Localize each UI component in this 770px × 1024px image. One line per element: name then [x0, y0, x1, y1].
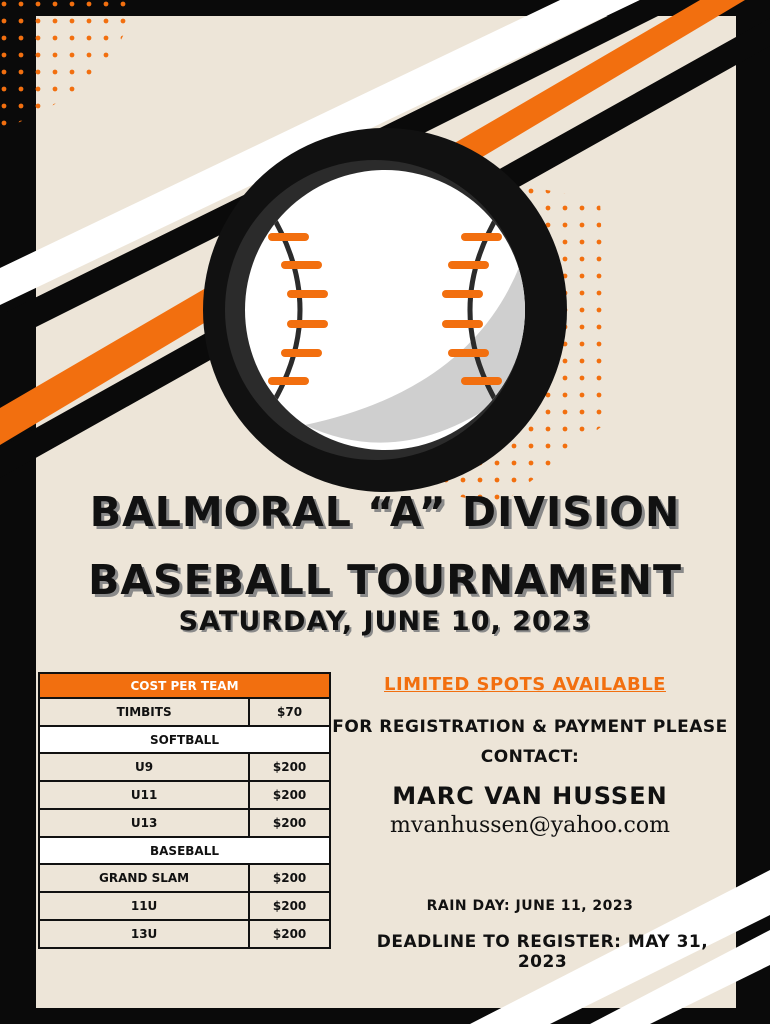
rain-day: RAIN DAY: JUNE 11, 2023 — [426, 898, 634, 914]
table-row-label: GRAND SLAM — [39, 864, 249, 892]
table-row-price: $200 — [249, 892, 330, 920]
registration-line-1: FOR REGISTRATION & PAYMENT PLEASE — [332, 717, 728, 737]
corner-dots — [0, 0, 135, 130]
title-line-1: BALMORAL “A” DIVISION — [89, 488, 681, 536]
title-line-2: BASEBALL TOURNAMENT — [88, 556, 682, 604]
table-row-label: U11 — [39, 781, 249, 809]
contact-email[interactable]: mvanhussen@yahoo.com — [390, 813, 670, 838]
baseball-icon — [203, 128, 567, 492]
registration-line-2: CONTACT: — [480, 747, 580, 767]
table-row-price: $200 — [249, 753, 330, 781]
limited-spots-notice: LIMITED SPOTS AVAILABLE — [384, 674, 666, 695]
registration-deadline: DEADLINE TO REGISTER: MAY 31, 2023 — [376, 932, 709, 972]
softball-header: SOFTBALL — [39, 726, 330, 753]
table-row-label: U9 — [39, 753, 249, 781]
table-row-price: $200 — [249, 864, 330, 892]
table-row-price: $200 — [249, 781, 330, 809]
table-row-label: U13 — [39, 809, 249, 837]
timbits-label: TIMBITS — [39, 698, 249, 726]
cost-table-header: COST PER TEAM — [39, 673, 330, 698]
timbits-price: $70 — [249, 698, 330, 726]
table-row-label: 13U — [39, 920, 249, 948]
event-date: SATURDAY, JUNE 10, 2023 — [178, 606, 592, 637]
registration-instructions — [330, 712, 730, 772]
table-row-label: 11U — [39, 892, 249, 920]
table-row-price: $200 — [249, 809, 330, 837]
baseball-header: BASEBALL — [39, 837, 330, 864]
cost-table — [38, 672, 331, 949]
table-row-price: $200 — [249, 920, 330, 948]
contact-name: MARC VAN HUSSEN — [392, 782, 668, 810]
